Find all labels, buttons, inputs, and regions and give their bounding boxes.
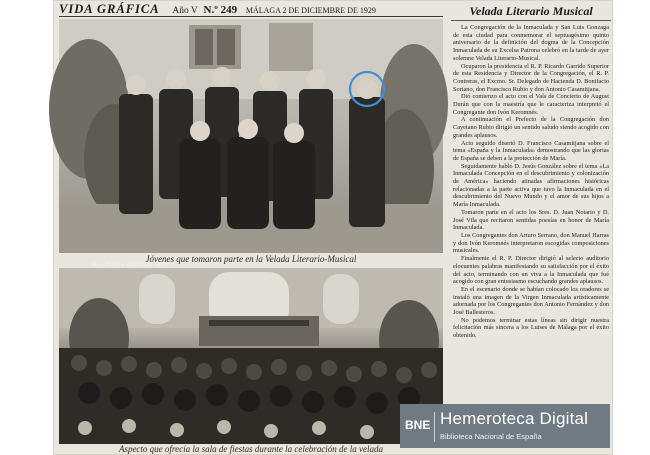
logo-separator (434, 412, 435, 442)
article-paragraph: A continuación el Prefecto de la Congregación don Cayetano Rubio dirigió un sentido saludo siendo acogido con grandes aplausos. (453, 116, 609, 139)
masthead-number: N.º 249 (203, 4, 238, 16)
masthead-rule (59, 16, 443, 17)
logo-title: Hemeroteca Digital (440, 409, 589, 428)
article-body (453, 24, 609, 400)
article-paragraph: Dió comienzo el acto con el Vals de Concierto de August Durán que con la maestría que le caracteriza interpretó el Congregante don Ivón Keromnés. (453, 93, 609, 116)
photo-caption-1: Jóvenes que tomaron parte en la Velada Literario-Musical (145, 254, 357, 264)
article-paragraph: Acto seguido disertó D. Francisco Casamitjana sobre el tema «España y la Inmaculada» demostrando que las glorias de España se deben a la protección de María. (453, 139, 609, 162)
article-paragraph: Finalmente el R. P. Director dirigió al selecto auditorio elocuentes palabras manifestando su satisfacción por el éxito del acto, terminando con un viva a la Inmaculada que fué acogido con gran entusiasmo escuchando grandes aplausos. (453, 255, 609, 286)
newspaper-page (53, 0, 613, 455)
hemeroteca-logo[interactable] (400, 404, 610, 448)
article-paragraph: En el escenario donde se habían colocado los oradores se instaló una imagen de la Virgen Inmaculada artísticamente adornada por los Congregantes don Antonio Fernández y don José Ballesteros. (453, 285, 609, 317)
masthead (59, 2, 443, 16)
photo-watermark: Vida Gráfica 2/12/1929 - BNE (91, 262, 170, 268)
article-paragraph: Ocuparon la presidencia el R. P. Ricardo Garrido Superior de esta Residencia y Director de la Congregación, el R. P. Contreras, el Excmo. Sr. Delegado de Hacienda D. Bonifacio Soriano, don Francisco Rubio y don Antonio Casamitjana. (453, 62, 609, 93)
article-paragraph: Seguidamente habló D. Jesús González sobre el tema «La Inmaculada Concepción en el descubrimiento y colonización de América» haciendo atinadas afirmaciones históricas relacionadas a la parte activa que tuvo la Inmaculada en el descubrimiento del Nuevo Mundo y el amor de sus hijos a María Inmaculada. (453, 162, 609, 209)
article-paragraph: Tomaron parte en el acto los Sres. D. Juan Notario y D. José Vila que recitaron sentidas poesías en honor de María Inmaculada. (453, 208, 609, 232)
logo-subtitle: Biblioteca Nacional de España (440, 432, 542, 441)
masthead-year: Año V (172, 6, 198, 16)
article-paragraph: La Congregación de la Inmaculada y San Luis Gonzaga de esta ciudad para conmemorar el septuagésimo quinto aniversario de la definición del dogma de la Concepción Inmaculada de su Excelsa Patrona celebró en la tarde de ayer solemne Velada Literario-Musical. (453, 24, 609, 62)
auditorium-photo (59, 268, 443, 444)
article-paragraph: No podemos terminar estas líneas sin dirigir nuestra felicitación más sincera a los Luises de Málaga por el éxito obtenido. (453, 316, 609, 340)
article-title: Velada Literario Musical (469, 4, 593, 18)
photo-caption-2: Aspecto que ofrecía la sala de fiestas durante la celebración de la velada (118, 444, 384, 454)
article-paragraph: Los Congregantes don Arturo Serrano, don Manuel Harras y don Ivón Keromnés interpretaron escogidas composiciones musicales. (453, 231, 609, 255)
masthead-name: VIDA GRÁFICA (59, 2, 160, 16)
article-title-rule (451, 20, 611, 21)
masthead-place-date: MÁLAGA 2 DE DICIEMBRE DE 1929 (245, 6, 376, 15)
bne-logo-text: BNE (405, 418, 431, 432)
